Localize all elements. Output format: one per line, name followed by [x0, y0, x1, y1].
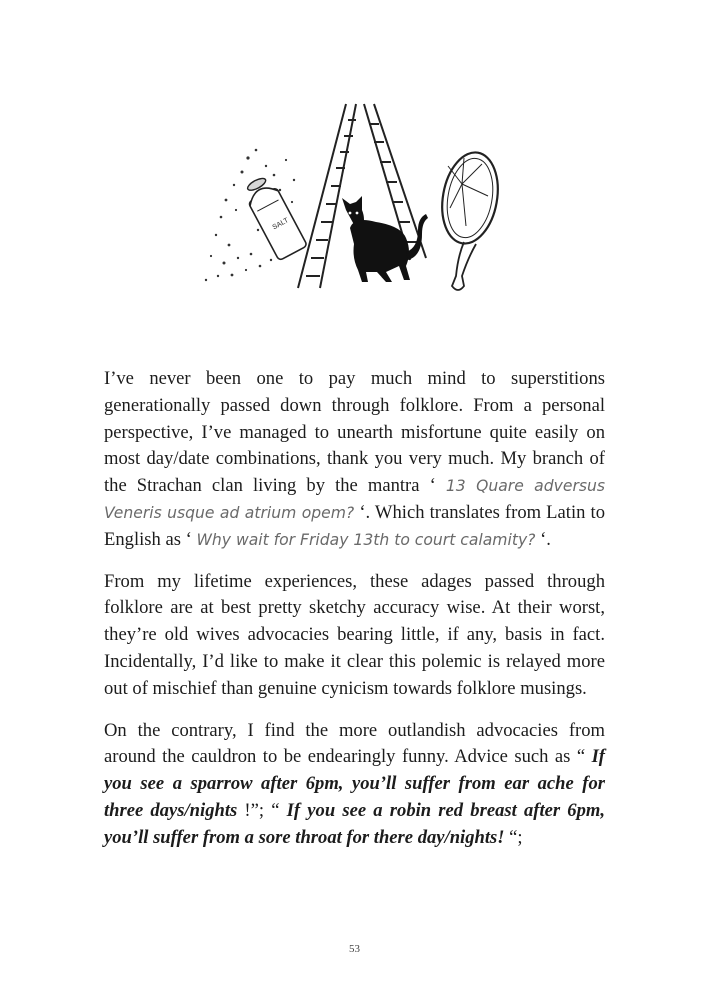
paragraph-3: On the contrary, I find the more outlandish advocacies from around the cauldron to be endearingly funny. Advice such as “ If you see a sparrow after 6pm, you’ll suffer from ear ache for three days/nights !”; “ If you see a robin red breast after 6pm, you’ll suffer from a sore throat for there day/nights! “;: [104, 719, 605, 848]
advice-sparrow: If you see a sparrow after 6pm, you’ll suffer from ear ache for three days/nights: [104, 746, 605, 821]
black-cat: [342, 196, 428, 282]
paragraph-1: I’ve never been one to pay much mind to superstitions generationally passed down through folklore. From a personal perspective, I’ve managed to unearth misfortune quite easily on most day/date combinations, thank you very much. My branch of the Strachan clan living by the mantra ‘ 13 Quare adversus Veneris usque ad atrium opem? ‘. Which translates from Latin to English as ‘ Why wait for Friday 13th to court calamity? ‘.: [104, 368, 606, 550]
latin-mantra: 13 Quare adversus Veneris usque ad atrium opem?: [104, 477, 606, 522]
salt-shaker: [241, 173, 308, 260]
body-text: [104, 366, 605, 867]
mantra-translation: Why wait for Friday 13th to court calamity?: [196, 530, 536, 549]
salt-label: SALT: [271, 217, 290, 232]
paragraph-2: From my lifetime experiences, these adages passed through folklore are at best pretty sketchy accuracy wise. At their worst, they’re old wives advocacies bearing little, if any, basis in fact. Incidentally, I’d like to make it clear this polemic is relayed more out of mischief than genuine cynicism towards folklore musings.: [104, 570, 605, 699]
superstitions-illustration: [196, 80, 520, 325]
broken-mirror: [435, 148, 504, 290]
page-number: 53: [349, 943, 360, 955]
advice-robin: If you see a robin red breast after 6pm, you’ll suffer from a sore throat for there day/nights!: [104, 799, 605, 848]
